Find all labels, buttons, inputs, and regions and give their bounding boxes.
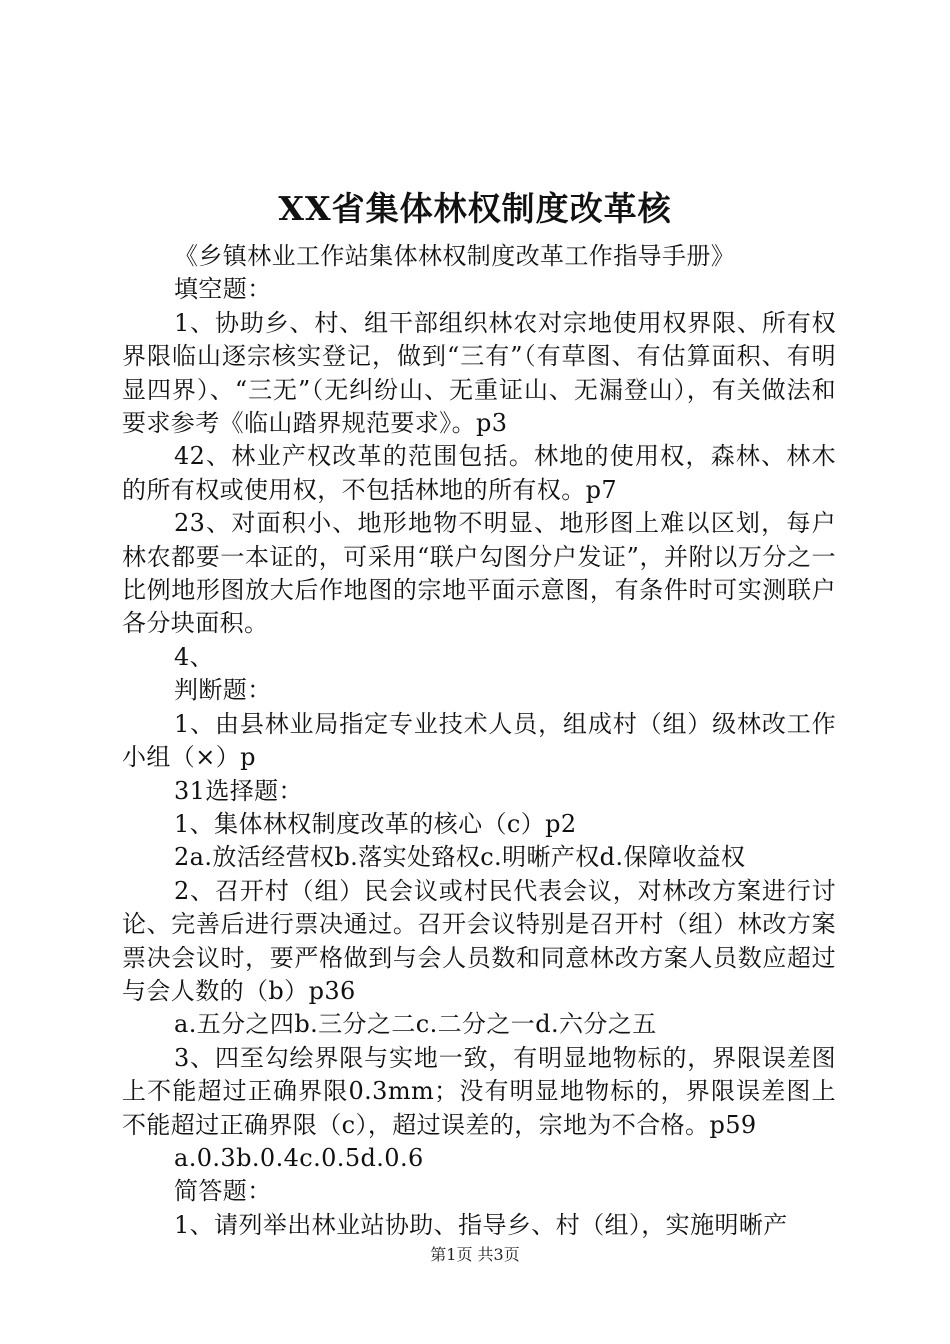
paragraph: 1、请列举出林业站协助、指导乡、村（组），实施明晰产 [174,1210,788,1239]
paragraph: 1、集体林权制度改革的核心（c）p2 [174,809,577,838]
document-title: XX省集体林权制度改革核 [278,189,672,228]
paragraph: 42、林业产权改革的范围包括。林地的使用权，森林、林木的所有权或使用权，不包括林地的所有权。p7 [122,442,836,504]
paragraph-subtitle: 《乡镇林业工作站集体林权制度改革工作指导手册》 [174,242,736,270]
paragraph: 1、由县林业局指定专业技术人员，组成村（组）级林改工作小组（×）p [122,709,836,772]
paragraph-options: 2a.放活经营权b.落实处臵权c.明晰产权d.保障收益权 [174,843,746,872]
paragraph: 3、四至勾绘界限与实地一致，有明显地物标的，界限误差图上不能超过正确界限0.3mm；没有明显地物标的，界限误差图上不能超过正确界限（c），超过误差的，宗地为不合格。p59 [122,1043,836,1139]
section-heading-fill-blank: 填空题： [174,275,272,304]
paragraph-options: a.五分之四b.三分之二c.二分之一d.六分之五 [174,1010,657,1039]
section-heading-short-answer: 简答题： [174,1177,272,1206]
paragraph: 2、召开村（组）民会议或村民代表会议，对林改方案进行讨论、完善后进行票决通过。召开会议特别是召开村（组）林改方案票决会议时，要严格做到与会人员数和同意林改方案人员数应超过与会人数的（b）p36 [122,876,836,1005]
section-heading-choice: 31选择题： [174,776,303,805]
paragraph-options: a.0.3b.0.4c.0.5d.0.6 [174,1143,424,1172]
page-footer: 第1页 共3页 [430,1245,520,1264]
paragraph: 1、协助乡、村、组干部组织林农对宗地使用权界限、所有权界限临山逐宗核实登记，做到“三有”（有草图、有估算面积、有明显四界）、“三无”（无纠纷山、无重证山、无漏登山），有关做法和要求参考《临山踏界规范要求》。p3 [122,308,836,438]
paragraph: 23、对面积小、地形地物不明显、地形图上难以区划，每户林农都要一本证的，可采用“联户勾图分户发证”，并附以万分之一比例地形图放大后作地图的宗地平面示意图，有条件时可实测联户各分块面积。 [122,509,836,638]
document-body [122,240,836,1242]
section-heading-true-false: 判断题： [174,676,272,705]
paragraph: 4、 [174,642,215,671]
